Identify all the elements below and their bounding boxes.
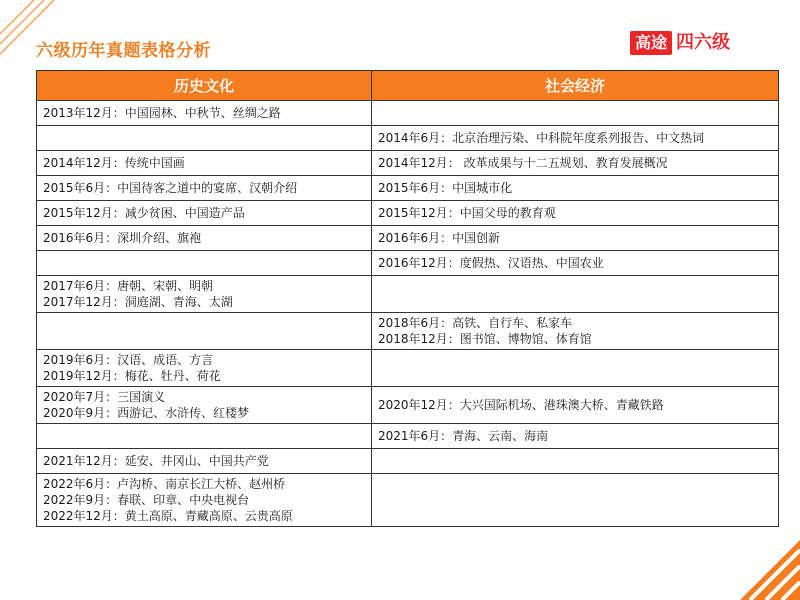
- cell-line: 2022年9月：春联、印章、中央电视台: [43, 493, 250, 507]
- cell-history: [37, 251, 372, 276]
- cell-economy: [372, 474, 779, 527]
- cell-line: 2015年6月：中国待客之道中的宴席、汉朝介绍: [43, 181, 298, 195]
- cell-history: [37, 350, 372, 387]
- cell-economy: [372, 449, 779, 474]
- table-row: [37, 226, 779, 251]
- column-header-economy: 社会经济: [372, 71, 779, 101]
- cell-line: 2015年12月：中国父母的教育观: [378, 206, 556, 220]
- cell-line: 2015年12月：减少贫困、中国造产品: [43, 206, 245, 220]
- cell-line: 2016年12月：度假热、汉语热、中国农业: [378, 256, 604, 270]
- cell-economy: [372, 201, 779, 226]
- table-row: [37, 424, 779, 449]
- cell-line: 2019年6月：汉语、成语、方言: [43, 353, 214, 367]
- cell-history: [37, 176, 372, 201]
- table-row: [37, 449, 779, 474]
- table-row: [37, 276, 779, 313]
- cell-line: 2018年6月：高铁、自行车、私家车: [378, 316, 573, 330]
- cell-line: 2018年12月：图书馆、博物馆、体育馆: [378, 332, 592, 346]
- cell-line: 2017年12月：洞庭湖、青海、太湖: [43, 295, 233, 309]
- cell-economy: [372, 387, 779, 424]
- table-header-row: [37, 71, 779, 101]
- cell-economy: [372, 276, 779, 313]
- table-row: [37, 101, 779, 126]
- cell-history: [37, 151, 372, 176]
- logo-mark: 高途: [630, 31, 672, 55]
- column-header-history: 历史文化: [37, 71, 372, 101]
- corner-stripes-decoration-bottom: [730, 530, 800, 600]
- table-row: [37, 126, 779, 151]
- cell-economy: [372, 226, 779, 251]
- cell-line: 2022年12月：黄土高原、青藏高原、云贵高原: [43, 509, 293, 523]
- cell-history: [37, 313, 372, 350]
- brand-logo: [630, 30, 730, 56]
- cell-history: [37, 201, 372, 226]
- cell-line: 2017年6月：唐朝、宋朝、明朝: [43, 279, 214, 293]
- cell-history: [37, 226, 372, 251]
- page-title: 六级历年真题表格分析: [36, 41, 211, 61]
- exam-topics-table: [36, 70, 779, 527]
- table-row: [37, 313, 779, 350]
- cell-line: 2021年6月：青海、云南、海南: [378, 429, 549, 443]
- table-row: [37, 350, 779, 387]
- cell-history: [37, 101, 372, 126]
- cell-line: 2016年6月：中国创新: [378, 231, 501, 245]
- cell-line: 2015年6月：中国城市化: [378, 181, 513, 195]
- cell-economy: [372, 176, 779, 201]
- cell-line: 2014年6月：北京治理污染、中科院年度系列报告、中文热词: [378, 131, 705, 145]
- cell-economy: [372, 126, 779, 151]
- cell-line: 2021年12月：延安、井冈山、中国共产党: [43, 454, 269, 468]
- cell-economy: [372, 101, 779, 126]
- cell-economy: [372, 251, 779, 276]
- cell-history: [37, 424, 372, 449]
- cell-economy: [372, 313, 779, 350]
- table-row: [37, 474, 779, 527]
- table-row: [37, 151, 779, 176]
- table-row: [37, 387, 779, 424]
- cell-line: 2014年12月：传统中国画: [43, 156, 185, 170]
- table-row: [37, 176, 779, 201]
- cell-line: 2020年12月：大兴国际机场、港珠澳大桥、青藏铁路: [378, 398, 664, 412]
- cell-line: 2016年6月：深圳介绍、旗袍: [43, 231, 202, 245]
- logo-text: 四六级: [676, 32, 731, 53]
- table-body: [37, 101, 779, 527]
- cell-economy: [372, 424, 779, 449]
- cell-history: [37, 276, 372, 313]
- cell-line: 2013年12月：中国园林、中秋节、丝绸之路: [43, 106, 281, 120]
- cell-line: 2019年12月：梅花、牡丹、荷花: [43, 369, 221, 383]
- cell-economy: [372, 350, 779, 387]
- cell-history: [37, 126, 372, 151]
- cell-line: 2014年12月： 改革成果与十二五规划、教育发展概况: [378, 156, 668, 170]
- cell-economy: [372, 151, 779, 176]
- exam-topics-table-container: [36, 70, 778, 527]
- cell-history: [37, 449, 372, 474]
- cell-line: 2020年9月：西游记、水浒传、红楼梦: [43, 406, 250, 420]
- cell-line: 2022年6月：卢沟桥、南京长江大桥、赵州桥: [43, 477, 286, 491]
- cell-history: [37, 474, 372, 527]
- cell-history: [37, 387, 372, 424]
- table-row: [37, 201, 779, 226]
- table-row: [37, 251, 779, 276]
- cell-line: 2020年7月：三国演义: [43, 390, 166, 404]
